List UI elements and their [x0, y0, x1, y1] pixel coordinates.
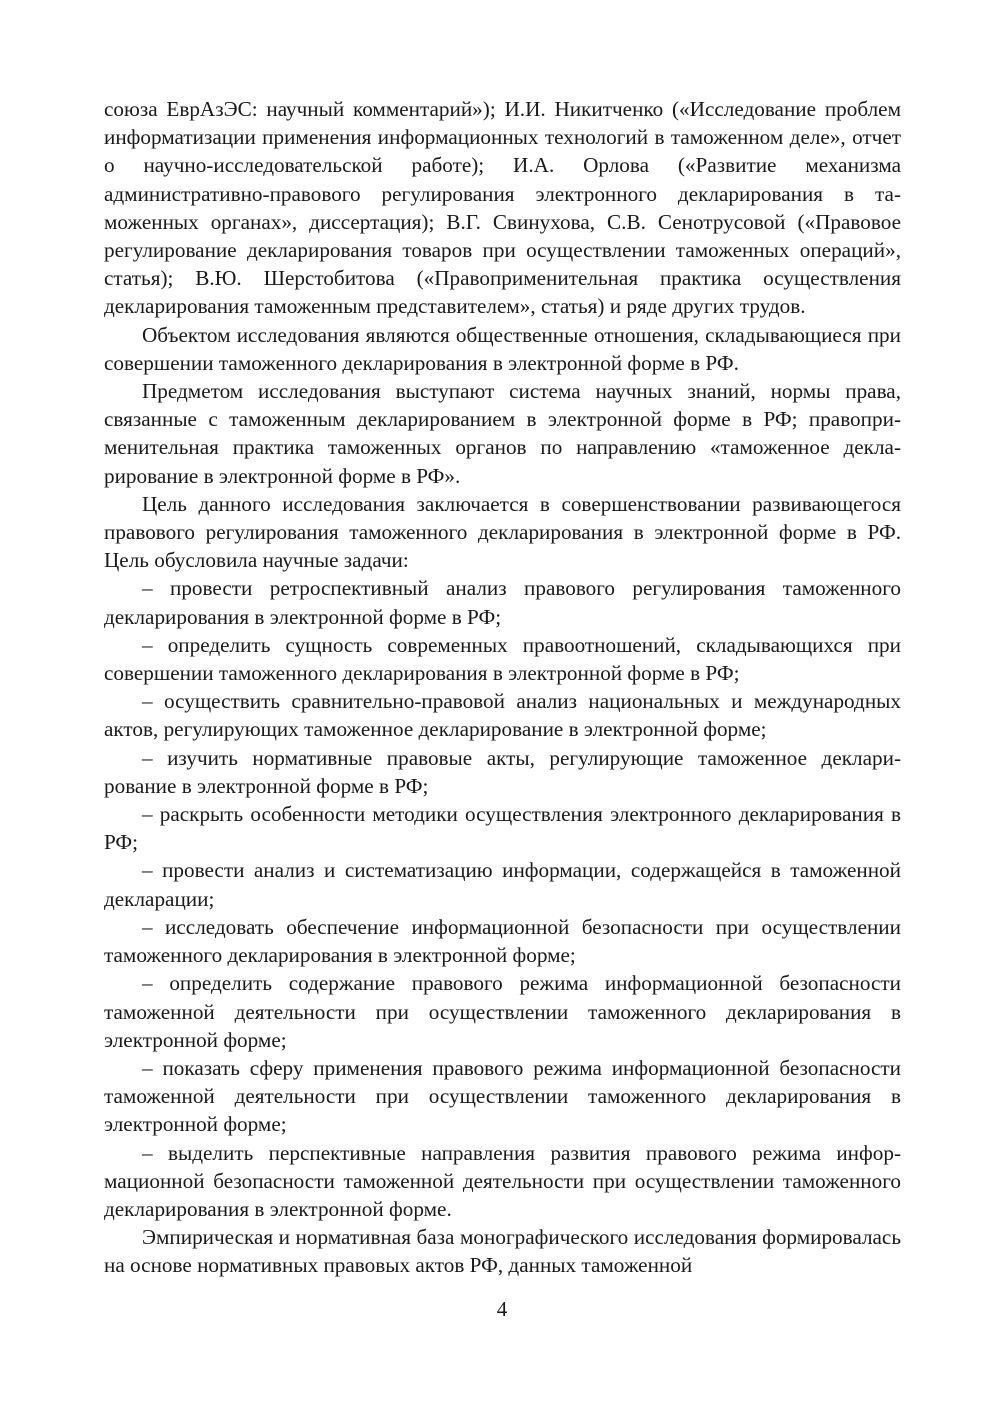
task-item: – осуществить сравнительно-правовой анализ национальных и международных актов, регулирующих таможенное декларирование в электронной форме; — [104, 689, 901, 742]
paragraph-object: Объектом исследования являются общественные отношения, складывающиеся при совершении таможенного декларирования в электронной форме в РФ. — [104, 322, 901, 375]
body-text — [104, 95, 901, 1280]
task-item: – исследовать обеспечение информационной безопасности при осуществлении таможенного декларирования в электронной форме; — [104, 914, 901, 968]
task-item: – выделить перспективные направления развития правового режима информационной безопасности таможенной деятельности при осуществлении таможенного декларирования в электронной форме. — [104, 1140, 901, 1221]
task-item: – показать сферу применения правового режима информационной безопасности таможенной деятельности при осуществлении таможенного декларирования в электронной форме; — [104, 1055, 901, 1137]
page-number: 4 — [496, 1297, 508, 1321]
task-item: – изучить нормативные правовые акты, регулирующие таможенное декларирование в электронной форме в РФ; — [104, 745, 901, 798]
paragraph-literature-continuation: союза ЕврАзЭС: научный комментарий»); И.И. Никитченко («Исследование проблем информатизации применения информационных технологий в таможенном деле», отчет о научно-исследовательской работе); И.А. Орлова («Развитие механизма административно-правового регулирования электронного декларирования в таможенных органах», диссертация); В.Г. Свинухова, С.В. Сенотрусовой («Правовое регулирование декларирования товаров при осуществлении таможенных операций», статья); В.Ю. Шерстобитова («Правоприменительная практика осуществления декларирования таможенным представителем», статья) и ряде других трудов. — [104, 97, 901, 319]
paragraph-subject: Предметом исследования выступают система научных знаний, нормы права, связанные с таможенным декларированием в электронной форме в РФ; правоприменительная практика таможенных органов по направлению «таможенное декларирование в электронной форме в РФ». — [104, 379, 901, 488]
task-item: – определить сущность современных правоотношений, складывающихся при совершении таможенного декларирования в электронной форме в РФ; — [104, 632, 901, 686]
task-item: – провести ретроспективный анализ правового регулирования таможенного декларирования в электронной форме в РФ; — [104, 576, 901, 629]
task-item: – определить содержание правового режима информационной безопасности таможенной деятельности при осуществлении таможенного декларирования в электронной форме; — [104, 971, 901, 1052]
paragraph-goal: Цель данного исследования заключается в совершенствовании развивающегося правового регулирования таможенного декларирования в электронной форме в РФ. Цель обусловила научные задачи: — [104, 491, 901, 573]
task-item: – раскрыть особенности методики осуществления электронного декларирования в РФ; — [104, 802, 901, 855]
task-item: – провести анализ и систематизацию информации, содержащейся в таможенной декларации; — [104, 858, 901, 911]
paragraph-empirical-base: Эмпирическая и нормативная база монографического исследования формировалась на основе нормативных правовых актов РФ, данных таможенной — [104, 1225, 901, 1278]
